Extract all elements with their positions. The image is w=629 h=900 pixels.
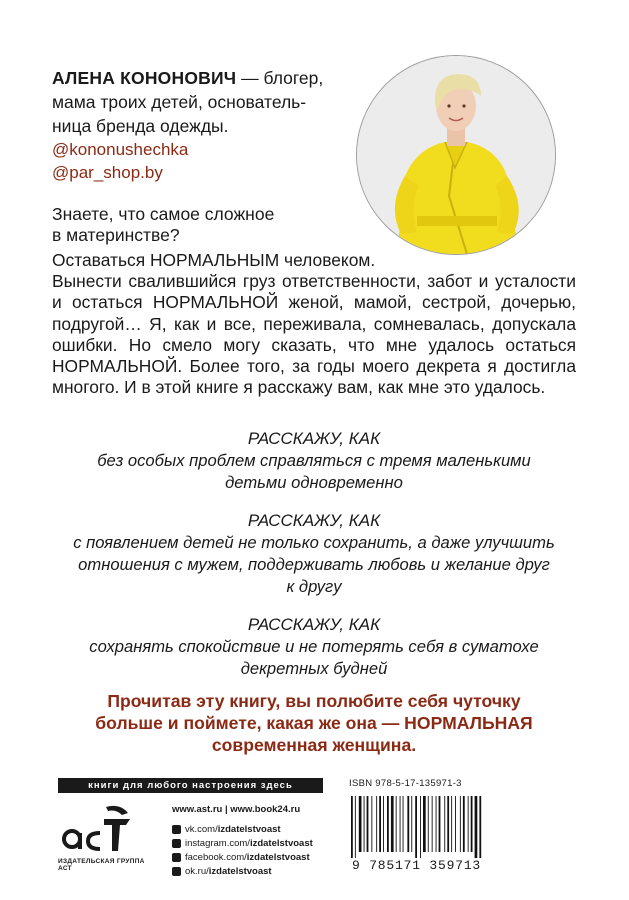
social-link-instagram[interactable]: instagram.com/ izdatelstvoast [172, 837, 313, 850]
tell-how-line: с появлением детей не только сохранить, а даже улучшить [73, 533, 555, 552]
barcode-bar [351, 796, 353, 858]
barcode-bar [444, 796, 445, 852]
tell-how-line: без особых проблем справляться с тремя маленькими [97, 451, 531, 470]
facebook-icon [172, 853, 181, 862]
vk-icon [172, 825, 181, 834]
ast-logo [60, 805, 132, 857]
barcode-bar [447, 796, 449, 852]
barcode-bar [367, 796, 369, 852]
closing-line-3: современная женщина. [211, 735, 417, 755]
tell-how-line: сохранять спокойствие и не потерять себя в суматохе [89, 637, 539, 656]
author-role: — блогер, [236, 68, 324, 88]
tell-how-block-1 [52, 428, 576, 494]
barcode-bar [439, 796, 441, 852]
instagram-handle-shop[interactable]: @par_shop.by [52, 163, 163, 182]
barcode-bar [359, 796, 362, 852]
barcode-bar [420, 796, 421, 858]
barcode [349, 796, 501, 860]
tell-how-block-2 [52, 510, 576, 598]
barcode-bar [396, 796, 397, 852]
barcode-bar [355, 796, 356, 858]
barcode-bar [471, 796, 473, 852]
barcode-bar [403, 796, 404, 852]
barcode-bar [428, 796, 429, 852]
social-link-ok[interactable]: ok.ru/ izdatelstvoast [172, 865, 313, 878]
barcode-number: 9 785171 359713 [352, 858, 482, 873]
social-links [172, 823, 313, 879]
barcode-bar [460, 796, 461, 852]
instagram-handle-author[interactable]: @kononushechka [52, 140, 189, 159]
tell-how-line: детьми одновременно [225, 473, 403, 492]
publisher-tagline: книги для любого настроения здесь [58, 778, 323, 793]
tell-how-block-3 [52, 614, 576, 680]
tell-how-line: отношения с мужем, поддерживать любовь и желание друг [78, 555, 550, 574]
question-line-1: Знаете, что самое сложное [52, 204, 275, 224]
barcode-bar [391, 796, 394, 852]
publisher-websites[interactable]: www.ast.ru | www.book24.ru [172, 804, 301, 815]
barcode-bar [383, 796, 384, 852]
author-portrait-illustration [357, 56, 555, 254]
tell-how-heading: РАССКАЖУ, КАК [247, 511, 381, 530]
barcode-bar [415, 796, 417, 858]
tell-how-heading: РАССКАЖУ, КАК [247, 429, 381, 448]
ok-icon [172, 867, 181, 876]
barcode-bar [387, 796, 389, 852]
author-name: АЛЕНА КОНОНОВИЧ [52, 68, 237, 88]
author-bio [52, 66, 352, 138]
barcode-bar [451, 796, 452, 852]
closing-line-2: больше и поймете, какая же она — НОРМАЛЬНАЯ [95, 713, 533, 733]
barcode-bar [371, 796, 372, 852]
social-link-vk[interactable]: vk.com/ izdatelstvoast [172, 823, 313, 836]
barcode-bar [407, 796, 409, 852]
barcode-bar [432, 796, 433, 852]
barcode-bar [479, 796, 481, 858]
barcode-bar [379, 796, 381, 852]
ast-logo-icon [60, 805, 132, 857]
tell-how-line: декретных будней [240, 659, 388, 678]
barcode-bar [400, 796, 401, 852]
barcode-bar [376, 796, 377, 852]
author-bio-line2: мама троих детей, основатель- [52, 92, 307, 112]
barcode-bar [423, 796, 426, 852]
barcode-bar [436, 796, 437, 852]
question-line-2: в материнстве? [52, 225, 180, 245]
barcode-bar [364, 796, 365, 852]
barcode-bar [455, 796, 456, 852]
author-bio-line3: ница бренда одежды. [52, 116, 229, 136]
closing-statement [52, 690, 576, 756]
isbn: ISBN 978-5-17-135971-3 [349, 778, 462, 789]
barcode-bar [411, 796, 412, 852]
main-text-body: Вынести свалившийся груз ответственности, забот и усталости и остаться НОРМАЛЬНОЙ женой, мамой, сестрой, дочерью, подругой… Я, как и все, переживала, сомневалась, допускала ошибки. Но смело могу сказать, что мне удалось остаться НОРМАЛЬНОЙ. Более того, за годы моего декрета я достигла многого. И в этой книге я расскажу вам, как мне это удалось. [52, 271, 576, 398]
tell-how-heading: РАССКАЖУ, КАК [247, 615, 381, 634]
barcode-bar [468, 796, 469, 852]
closing-line-1: Прочитав эту книгу, вы полюбите себя чуточку [107, 691, 521, 711]
barcode-bar [463, 796, 465, 852]
intro-question [52, 204, 352, 246]
social-link-facebook[interactable]: facebook.com/ izdatelstvoast [172, 851, 313, 864]
publisher-name: ИЗДАТЕЛЬСКАЯ ГРУППА АСТ [58, 858, 145, 872]
author-photo [356, 55, 556, 255]
main-text [52, 250, 576, 398]
main-text-lead: Оставаться НОРМАЛЬНЫМ человеком. [52, 250, 376, 270]
barcode-bar [475, 796, 478, 858]
tell-how-line: к другу [286, 577, 342, 596]
instagram-icon [172, 839, 181, 848]
